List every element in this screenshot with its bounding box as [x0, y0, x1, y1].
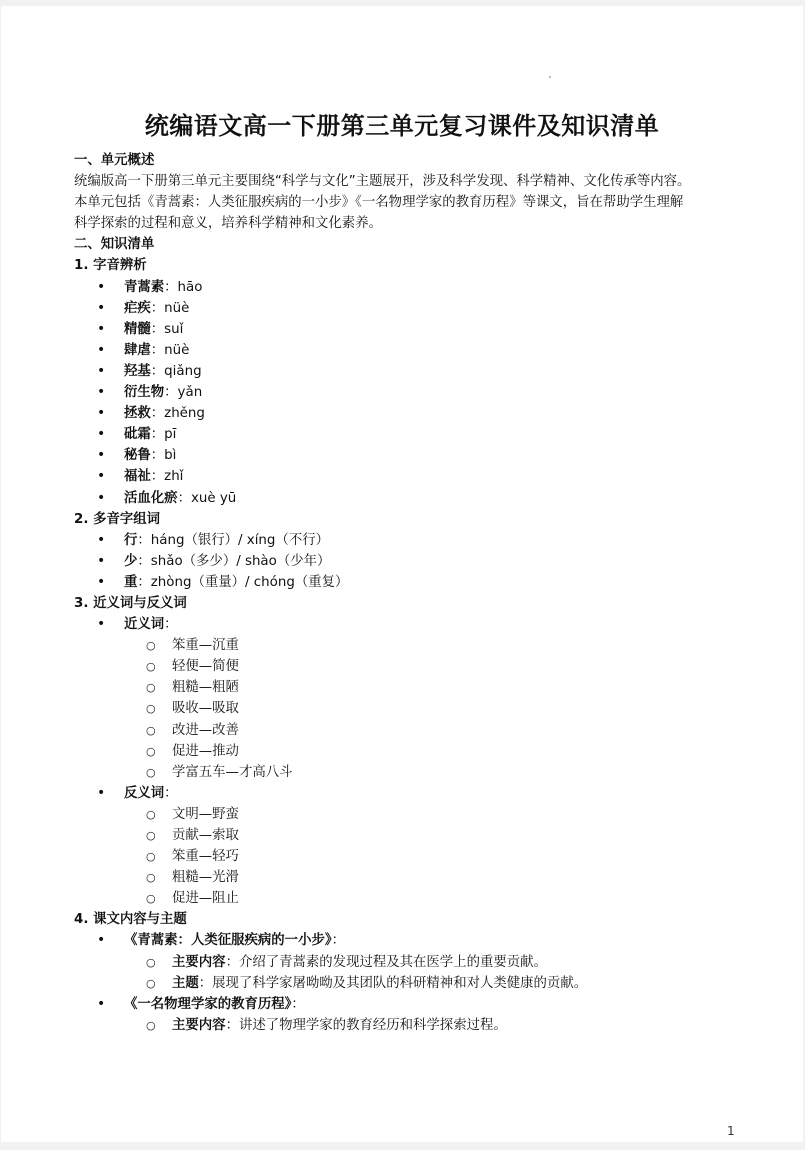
- synonym-pair: ○ 吸收—吸取: [74, 698, 734, 719]
- list-item: [74, 551, 734, 572]
- subheading-texts: 4. 课文内容与主题: [74, 912, 187, 928]
- list-item: [74, 424, 734, 445]
- synonym-pair: ○ 粗糙—粗陋: [74, 677, 734, 698]
- pinyin: ：zhěng: [150, 406, 205, 422]
- theme-text: ：展现了科学家屠呦呦及其团队的科研精神和对人类健康的贡献。: [198, 975, 588, 991]
- text-title: 《青蒿素：人类征服疾病的一小步》: [124, 933, 332, 949]
- theme-label: 主题: [172, 975, 199, 991]
- synonym-pair: ○ 轻便—简便: [74, 656, 734, 677]
- antonym-pair: ○ 贡献—索取: [74, 825, 734, 846]
- subheading-polyphonic: 2. 多音字组词: [74, 511, 161, 527]
- pinyin: ：nüè: [150, 342, 190, 358]
- content-label: 主要内容: [172, 954, 226, 970]
- list-item-synonyms: [74, 614, 734, 635]
- list-item: [74, 572, 734, 593]
- synonym-pair: ○ 改进—改善: [74, 720, 734, 741]
- antonym-pair: ○ 文明—野蛮: [74, 804, 734, 825]
- list-item: [74, 445, 734, 466]
- content-label: 主要内容: [172, 1017, 226, 1033]
- term: 疟疾: [124, 300, 151, 316]
- list-item: [74, 340, 734, 361]
- scan-speck: [549, 76, 551, 78]
- list-item: [74, 382, 734, 403]
- overview-line-3: 科学探索的过程和意义，培养科学精神和文化素养。: [74, 216, 382, 232]
- synonym-antonym-list: [74, 614, 734, 909]
- list-item: [74, 466, 734, 487]
- synonym-pair: ○ 学富五车—才高八斗: [74, 762, 734, 783]
- colon: ：: [164, 785, 178, 801]
- list-item: [74, 277, 734, 298]
- section-heading-overview: 一、单元概述: [74, 153, 155, 168]
- synonym-pair: ○ 笨重—沉重: [74, 635, 734, 656]
- antonyms-label: 反义词: [124, 785, 165, 801]
- pinyin: ：qiǎng: [150, 363, 202, 379]
- term: 青蒿素: [124, 279, 165, 295]
- page-title: 统编语文高一下册第三单元复习课件及知识清单: [144, 112, 660, 140]
- text-content: [74, 1015, 734, 1036]
- list-item: [74, 361, 734, 382]
- section-heading-knowledge: 二、知识清单: [74, 237, 155, 253]
- term: 行: [124, 532, 138, 548]
- pinyin: ：zhǐ: [150, 469, 184, 485]
- readings: ：shǎo（多少）/ shào（少年）: [137, 553, 331, 569]
- overview-line-2: 本单元包括《青蒿素：人类征服疾病的一小步》《一名物理学家的教育历程》等课文，旨在帮助学生理解: [74, 195, 684, 211]
- list-item: [74, 298, 734, 319]
- antonym-pair: ○ 促进—阻止: [74, 888, 734, 909]
- colon: ：: [291, 996, 305, 1012]
- content-text: ：讲述了物理学家的教育经历和科学探索过程。: [225, 1017, 507, 1033]
- list-item-antonyms: [74, 783, 734, 804]
- pronunciation-list: [74, 277, 734, 509]
- list-item: [74, 530, 734, 551]
- antonym-pair: ○ 笨重—轻巧: [74, 846, 734, 867]
- synonyms-label: 近义词: [124, 617, 165, 633]
- pinyin: ：xuè yū: [177, 490, 237, 506]
- pinyin: ：bì: [150, 448, 177, 464]
- term: 精髓: [124, 321, 151, 337]
- list-item: [74, 319, 734, 340]
- subheading-pronunciation: 1. 字音辨析: [74, 258, 147, 274]
- readings: ：zhòng（重量）/ chóng（重复）: [137, 574, 349, 590]
- readings: ：háng（银行）/ xíng（不行）: [137, 532, 329, 548]
- texts-list: [74, 930, 734, 1035]
- pinyin: ：nüè: [150, 300, 190, 316]
- text-title: 《一名物理学家的教育历程》: [124, 996, 292, 1012]
- list-item: [74, 403, 734, 424]
- term: 活血化瘀: [124, 490, 178, 506]
- text-content: [74, 952, 734, 973]
- document-body: [74, 150, 734, 1036]
- term: 砒霜: [124, 427, 151, 443]
- colon: ：: [164, 617, 178, 633]
- document-page: [1, 6, 803, 1142]
- term: 福祉: [124, 469, 151, 485]
- term: 衍生物: [124, 385, 165, 401]
- term: 肆虐: [124, 342, 151, 358]
- term: 秘鲁: [124, 448, 151, 464]
- term: 重: [124, 574, 138, 590]
- term: 拯救: [124, 406, 151, 422]
- list-item-text-1: [74, 930, 734, 951]
- colon: ：: [331, 933, 345, 949]
- pinyin: ：suǐ: [150, 321, 184, 337]
- pinyin: ：yǎn: [164, 385, 203, 401]
- overview-line-1: 统编版高一下册第三单元主要围绕“科学与文化”主题展开，涉及科学发现、科学精神、文化传承等内容。: [74, 174, 691, 190]
- pinyin: ：hāo: [164, 279, 203, 295]
- synonym-pair: ○ 促进—推动: [74, 741, 734, 762]
- list-item-text-2: [74, 994, 734, 1015]
- term: 羟基: [124, 363, 151, 379]
- polyphonic-list: [74, 530, 734, 593]
- list-item: [74, 488, 734, 509]
- subheading-synonyms-antonyms: 3. 近义词与反义词: [74, 595, 187, 611]
- pinyin: ：pī: [150, 427, 177, 443]
- text-theme: [74, 973, 734, 994]
- content-text: ：介绍了青蒿素的发现过程及其在医学上的重要贡献。: [225, 954, 547, 970]
- antonym-pair: ○ 粗糙—光滑: [74, 867, 734, 888]
- page-number: 1: [727, 1124, 735, 1138]
- term: 少: [124, 553, 138, 569]
